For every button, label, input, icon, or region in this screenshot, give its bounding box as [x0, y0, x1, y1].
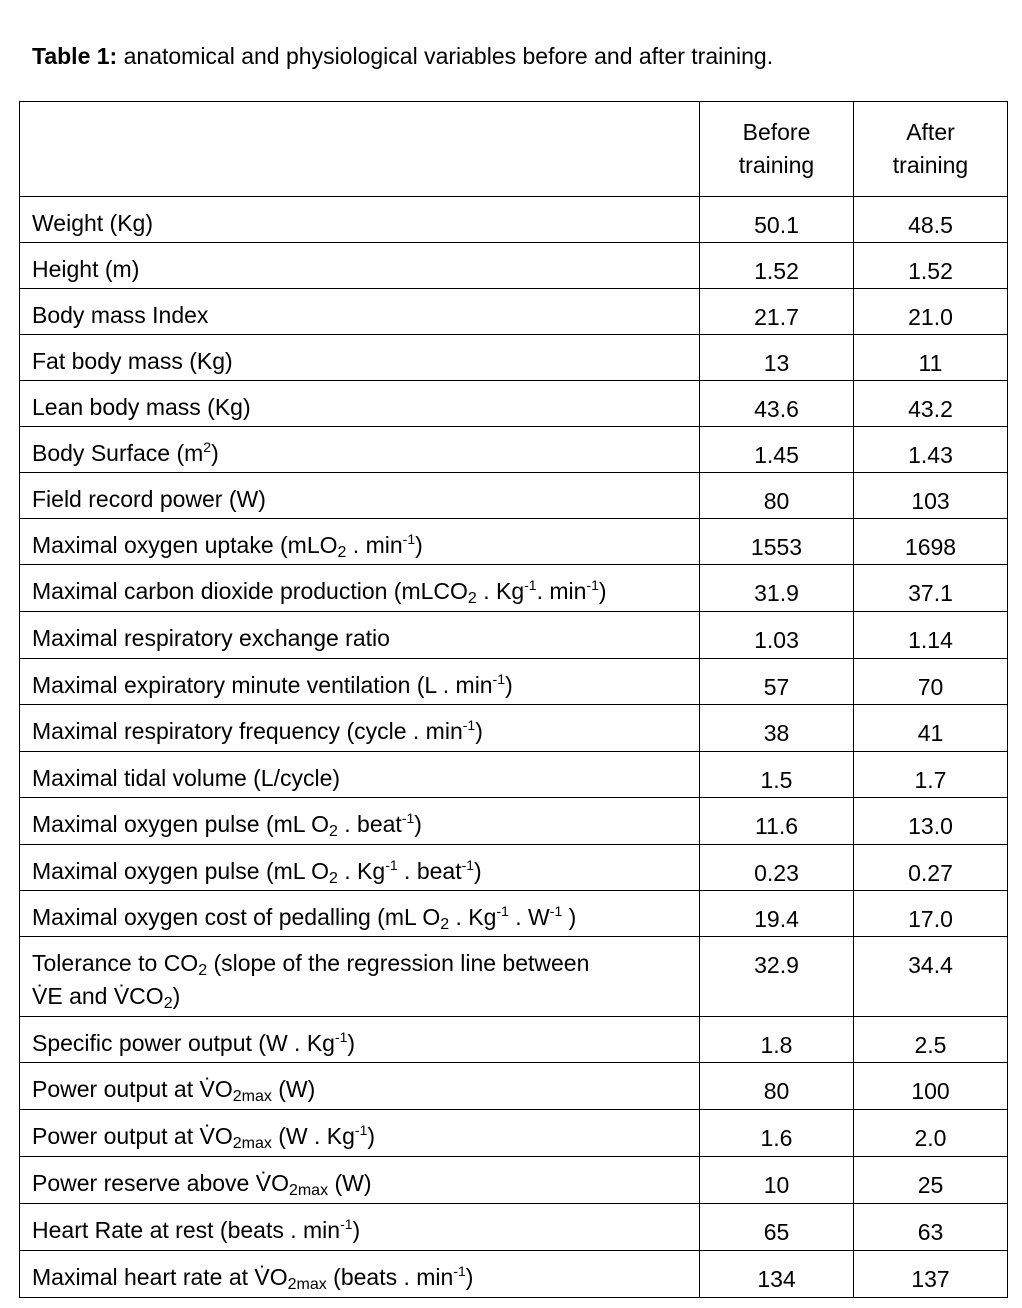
- header-after-line1: After: [906, 119, 955, 145]
- table-body: [20, 197, 1008, 1298]
- variable-label: [20, 705, 700, 752]
- variable-label: [20, 937, 700, 1017]
- label-superscript: -1: [524, 577, 537, 593]
- value-before-training: 13: [700, 335, 854, 381]
- table-row: [20, 519, 1008, 565]
- label-text: (W . Kg: [271, 1123, 355, 1149]
- table-row: [20, 381, 1008, 427]
- label-text: Maximal heart rate at V̇O: [32, 1264, 288, 1290]
- table-row: [20, 473, 1008, 519]
- label-text: . beat: [337, 811, 402, 837]
- label-superscript: -1: [340, 1216, 353, 1232]
- label-text: (W): [328, 1170, 372, 1196]
- label-superscript: -1: [549, 903, 563, 919]
- label-text: V̇E and V̇CO: [32, 983, 164, 1009]
- value-after-training: 41: [854, 705, 1008, 752]
- header-before-line1: Before: [742, 119, 811, 145]
- value-before-training: 11.6: [700, 798, 854, 845]
- label-text: . W: [508, 904, 550, 930]
- label-subscript: 2: [198, 962, 208, 979]
- label-text: ): [474, 858, 482, 884]
- table-row: [20, 705, 1008, 752]
- caption-label: Table 1:: [32, 43, 118, 69]
- value-after-training: 70: [854, 659, 1008, 705]
- value-after-training: 1.7: [854, 752, 1008, 798]
- label-superscript: -1: [586, 577, 599, 593]
- label-text: ): [562, 904, 577, 930]
- table-row: [20, 659, 1008, 705]
- value-after-training: 103: [854, 473, 1008, 519]
- header-after-training: [854, 102, 1008, 197]
- table-row: [20, 752, 1008, 798]
- variable-label: [20, 752, 700, 798]
- label-text: Maximal oxygen pulse (mL O: [32, 811, 329, 837]
- table-row: [20, 845, 1008, 891]
- label-subscript: 2: [328, 823, 338, 840]
- label-text: Lean body mass (Kg): [32, 394, 251, 420]
- value-after-training: 2.0: [854, 1110, 1008, 1157]
- header-after-line2: training: [892, 152, 969, 178]
- value-before-training: 1.52: [700, 243, 854, 289]
- value-before-training: 57: [700, 659, 854, 705]
- label-text: ): [211, 440, 219, 466]
- variable-label: [20, 1251, 700, 1298]
- label-text: ): [172, 983, 181, 1009]
- value-after-training: 21.0: [854, 289, 1008, 335]
- variable-label: [20, 381, 700, 427]
- variable-label: [20, 612, 700, 659]
- value-before-training: 32.9: [700, 937, 854, 1017]
- table-row: [20, 1157, 1008, 1204]
- value-before-training: 1.03: [700, 612, 854, 659]
- label-subscript: 2: [337, 544, 347, 561]
- label-text: Maximal oxygen uptake (mLO: [32, 532, 338, 558]
- label-text: ): [347, 1030, 356, 1056]
- value-before-training: 80: [700, 473, 854, 519]
- value-after-training: 13.0: [854, 798, 1008, 845]
- table-row: [20, 243, 1008, 289]
- label-superscript: -1: [462, 717, 476, 733]
- value-before-training: 19.4: [700, 891, 854, 937]
- value-before-training: 80: [700, 1063, 854, 1110]
- caption-text: anatomical and physiological variables before and after training.: [117, 43, 774, 69]
- label-subscript: 2: [163, 995, 173, 1012]
- label-superscript: -1: [385, 857, 398, 873]
- variable-label: [20, 289, 700, 335]
- label-text: Maximal oxygen cost of pedalling (mL O: [32, 904, 441, 930]
- variable-label: [20, 243, 700, 289]
- label-text: Fat body mass (Kg): [32, 348, 233, 374]
- table-row: [20, 1204, 1008, 1251]
- value-before-training: 0.23: [700, 845, 854, 891]
- label-superscript: -1: [496, 903, 509, 919]
- label-text: . Kg: [337, 858, 386, 884]
- value-before-training: 21.7: [700, 289, 854, 335]
- label-superscript: -1: [401, 810, 415, 826]
- variable-label: [20, 798, 700, 845]
- value-after-training: 37.1: [854, 565, 1008, 612]
- label-superscript: -1: [492, 671, 506, 687]
- variable-label: [20, 659, 700, 705]
- label-text: Power output at V̇O: [32, 1123, 233, 1149]
- label-text: Power output at V̇O: [32, 1076, 233, 1102]
- value-before-training: 38: [700, 705, 854, 752]
- value-before-training: 10: [700, 1157, 854, 1204]
- header-variable-cell: [20, 102, 700, 197]
- table-row: [20, 1110, 1008, 1157]
- value-after-training: 2.5: [854, 1017, 1008, 1063]
- value-before-training: 1.8: [700, 1017, 854, 1063]
- table-header-row: [20, 102, 1008, 197]
- table-row: [20, 1017, 1008, 1063]
- header-before-line2: training: [738, 152, 815, 178]
- value-before-training: 1.45: [700, 427, 854, 473]
- table-row: [20, 565, 1008, 612]
- value-before-training: 1.6: [700, 1110, 854, 1157]
- label-text: Specific power output (W . Kg: [32, 1030, 335, 1056]
- label-subscript: 2max: [287, 1276, 327, 1293]
- variable-label: [20, 427, 700, 473]
- label-text: (W): [271, 1076, 316, 1102]
- value-after-training: 43.2: [854, 381, 1008, 427]
- value-after-training: 0.27: [854, 845, 1008, 891]
- table-row: [20, 427, 1008, 473]
- label-superscript: -1: [334, 1029, 348, 1045]
- label-superscript: -1: [354, 1122, 368, 1138]
- label-subscript: 2max: [232, 1088, 272, 1105]
- label-superscript: -1: [402, 531, 416, 547]
- label-subscript: 2: [328, 870, 338, 887]
- value-after-training: 34.4: [854, 937, 1008, 1017]
- table-row: [20, 891, 1008, 937]
- variable-label: [20, 335, 700, 381]
- label-text: ): [475, 718, 483, 744]
- variable-label: [20, 519, 700, 565]
- variable-label: [20, 1204, 700, 1251]
- label-text: (slope of the regression line between: [207, 950, 590, 976]
- label-text: ): [352, 1217, 361, 1243]
- variable-label: [20, 845, 700, 891]
- variable-label: [20, 1157, 700, 1204]
- variable-label: [20, 565, 700, 612]
- value-after-training: 1.14: [854, 612, 1008, 659]
- label-superscript: -1: [453, 1263, 466, 1279]
- value-after-training: 48.5: [854, 197, 1008, 243]
- label-subscript: 2max: [288, 1182, 329, 1199]
- value-after-training: 17.0: [854, 891, 1008, 937]
- value-before-training: 1553: [700, 519, 854, 565]
- value-after-training: 11: [854, 335, 1008, 381]
- label-text: Height (m): [32, 256, 140, 282]
- variable-label: [20, 1063, 700, 1110]
- table-row: [20, 1063, 1008, 1110]
- label-text: . min: [536, 578, 587, 604]
- label-subscript: 2: [467, 590, 477, 607]
- label-text: ): [505, 672, 513, 698]
- value-after-training: 25: [854, 1157, 1008, 1204]
- label-text: . Kg: [476, 578, 525, 604]
- value-after-training: 137: [854, 1251, 1008, 1298]
- value-before-training: 65: [700, 1204, 854, 1251]
- label-superscript: -1: [461, 857, 475, 873]
- variable-label: [20, 1110, 700, 1157]
- value-after-training: 1698: [854, 519, 1008, 565]
- label-text: Heart Rate at rest (beats . min: [32, 1217, 341, 1243]
- label-text: Maximal respiratory frequency (cycle . min: [32, 718, 463, 744]
- table-row: [20, 289, 1008, 335]
- label-text: . min: [346, 532, 403, 558]
- label-text: (beats . min: [326, 1264, 454, 1290]
- variable-label: [20, 1017, 700, 1063]
- table-row: [20, 1251, 1008, 1298]
- label-text: ): [415, 532, 423, 558]
- value-after-training: 63: [854, 1204, 1008, 1251]
- label-text: Maximal oxygen pulse (mL O: [32, 858, 329, 884]
- value-after-training: 100: [854, 1063, 1008, 1110]
- value-before-training: 31.9: [700, 565, 854, 612]
- table-row: [20, 798, 1008, 845]
- value-before-training: 43.6: [700, 381, 854, 427]
- label-text: Weight (Kg): [32, 210, 154, 236]
- table-caption: [32, 40, 773, 72]
- label-text: ): [367, 1123, 376, 1149]
- table-row: [20, 937, 1008, 1017]
- label-text: Power reserve above V̇O: [32, 1170, 289, 1196]
- table-row: [20, 335, 1008, 381]
- label-text: ): [414, 811, 422, 837]
- value-after-training: 1.52: [854, 243, 1008, 289]
- variable-label: [20, 473, 700, 519]
- label-text: . Kg: [449, 904, 497, 930]
- value-before-training: 50.1: [700, 197, 854, 243]
- table-row: [20, 197, 1008, 243]
- label-text: ): [598, 578, 607, 604]
- label-text: Maximal carbon dioxide production (mLCO: [32, 578, 468, 604]
- header-before-training: [700, 102, 854, 197]
- label-text: Maximal tidal volume (L/cycle): [32, 765, 341, 791]
- label-text: Tolerance to CO: [32, 950, 199, 976]
- data-table: [19, 101, 1008, 1298]
- label-text: . beat: [397, 858, 462, 884]
- value-after-training: 1.43: [854, 427, 1008, 473]
- label-superscript: 2: [203, 439, 212, 455]
- table-row: [20, 612, 1008, 659]
- label-subscript: 2: [440, 916, 450, 933]
- value-before-training: 134: [700, 1251, 854, 1298]
- label-text: Maximal respiratory exchange ratio: [32, 625, 390, 651]
- label-text: ): [465, 1264, 474, 1290]
- label-text: Body mass Index: [32, 302, 209, 328]
- variable-label: [20, 891, 700, 937]
- label-text: Maximal expiratory minute ventilation (L . min: [32, 672, 493, 698]
- label-subscript: 2max: [232, 1135, 272, 1152]
- label-text: Body Surface (m: [32, 440, 204, 466]
- value-before-training: 1.5: [700, 752, 854, 798]
- variable-label: [20, 197, 700, 243]
- label-text: Field record power (W): [32, 486, 266, 512]
